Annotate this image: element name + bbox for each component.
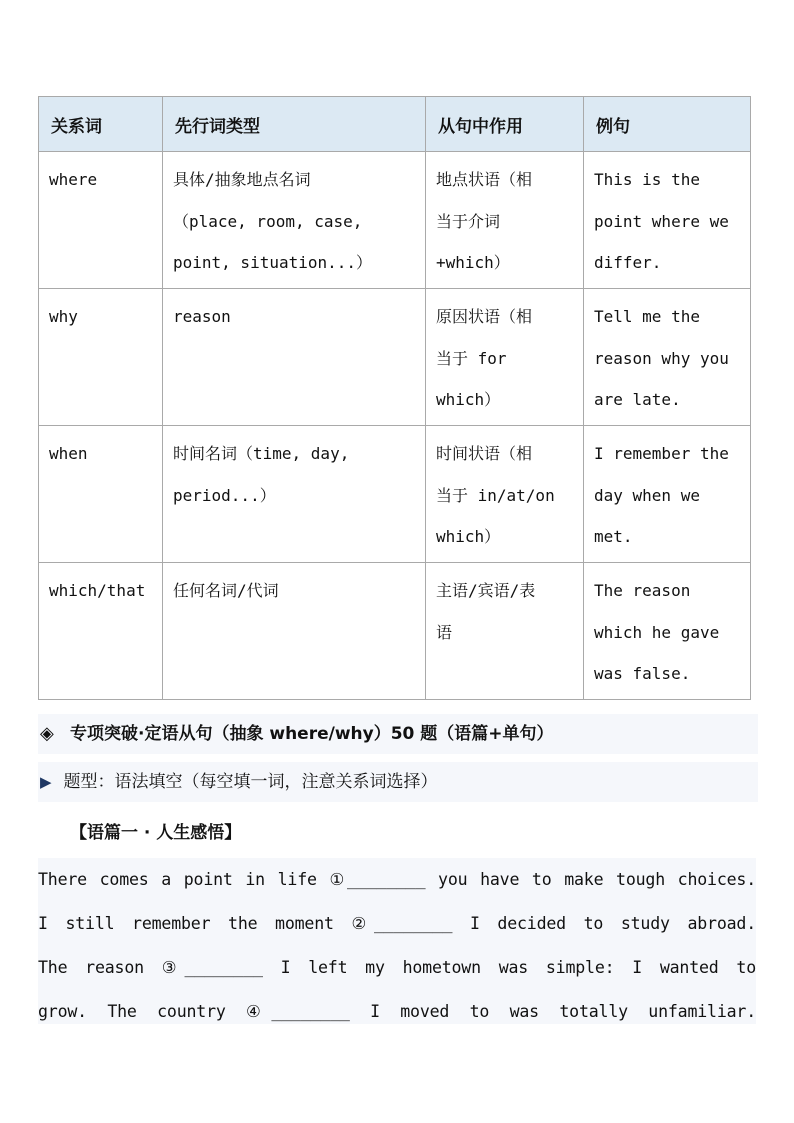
relative-word-table: [38, 96, 751, 700]
table-header-row: [39, 97, 751, 152]
cell-example: I remember the day when we met.: [584, 426, 751, 563]
section-title-text: 专项突破·定语从句（抽象 where/why）50 题（语篇+单句）: [70, 724, 554, 744]
task-type-line: [38, 762, 758, 802]
table-row: [39, 426, 751, 563]
cell-role: 原因状语（相 当于 for which）: [426, 289, 584, 426]
section-title: [38, 714, 758, 754]
cell-word: when: [39, 426, 163, 563]
cell-antecedent: 任何名词/代词: [163, 563, 426, 700]
header-example: 例句: [584, 97, 751, 152]
header-relative-word: 关系词: [39, 97, 163, 152]
task-type-text: 题型：语法填空（每空填一词，注意关系词选择）: [63, 772, 438, 792]
passage-heading: 【语篇一 · 人生感悟】: [70, 823, 242, 843]
cell-word: why: [39, 289, 163, 426]
passage-line: grow. The country ④________ I moved to was totally unfamiliar.: [38, 1002, 756, 1021]
passage-line: The reason ③________ I left my hometown was simple: I wanted to: [38, 958, 756, 977]
passage-line: I still remember the moment ②________ I decided to study abroad.: [38, 914, 756, 933]
cell-example: This is the point where we differ.: [584, 152, 751, 289]
header-clause-function: 从句中作用: [426, 97, 584, 152]
cell-example: The reason which he gave was false.: [584, 563, 751, 700]
cell-word: where: [39, 152, 163, 289]
cell-example: Tell me the reason why you are late.: [584, 289, 751, 426]
cell-antecedent: 时间名词（time, day, period...）: [163, 426, 426, 563]
passage-line: There comes a point in life ①________ you have to make tough choices.: [38, 870, 756, 889]
table-row: [39, 289, 751, 426]
triangle-bullet-icon: ▶: [40, 773, 52, 791]
cell-word: which/that: [39, 563, 163, 700]
passage-body: [38, 858, 756, 1024]
cell-role: 主语/宾语/表 语: [426, 563, 584, 700]
diamond-bullet-icon: ◈: [40, 723, 54, 744]
table-row: [39, 563, 751, 700]
table-row: [39, 152, 751, 289]
cell-antecedent: 具体/抽象地点名词 （place, room, case, point, situation...）: [163, 152, 426, 289]
header-antecedent-type: 先行词类型: [163, 97, 426, 152]
cell-role: 地点状语（相 当于介词 +which）: [426, 152, 584, 289]
cell-antecedent: reason: [163, 289, 426, 426]
cell-role: 时间状语（相 当于 in/at/on which）: [426, 426, 584, 563]
